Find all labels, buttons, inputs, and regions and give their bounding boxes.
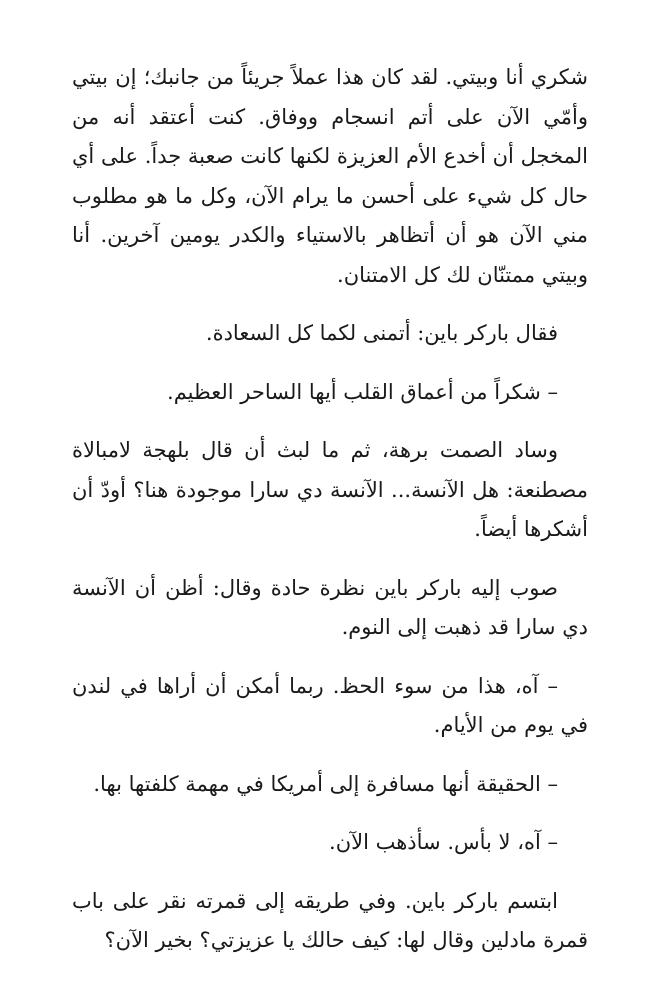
paragraph-gratitude: شكري أنا وبيتي. لقد كان هذا عملاً جريئاً من جانبك؛ إن بيتي وأمّي الآن على أتم انسجام ووفاق. كنت أعتقد أنه من المخجل أن أخدع الأم العزيزة لكنها كانت صعبة جداً. على أي حال كل شيء على أحسن ما يرام الآن، وكل ما هو مطلوب مني الآن هو أن أتظاهر بالاستياء والكدر يومين آخرين. أنا وبيتي ممتنّان لك كل الامتنان. [72, 65, 588, 287]
document-page [72, 58, 588, 980]
paragraph-silence-question: وساد الصمت برهة، ثم ما لبث أن قال بلهجة لامبالاة مصطنعة: هل الآنسة... الآنسة دي سارا موجودة هنا؟ أودّ أن أشكرها أيضاً. [72, 438, 588, 541]
paragraph-travel-america: – الحقيقة أنها مسافرة إلى أمريكا في مهمة كلفتها بها. [93, 771, 558, 796]
paragraph-sharp-look: صوب إليه باركر باين نظرة حادة وقال: أظن أن الآنسة دي سارا قد ذهبت إلى النوم. [72, 575, 588, 639]
paragraph-bad-luck: – آه، هذا من سوء الحظ. ربما أمكن أن أراها في لندن في يوم من الأيام. [72, 673, 588, 737]
paragraph-parker-wish: فقال باركر باين: أتمنى لكما كل السعادة. [205, 321, 558, 345]
paragraph-parker-smiled: ابتسم باركر باين. وفي طريقه إلى قمرته نقر على باب قمرة مادلين وقال لها: كيف حالك يا عزيزتي؟ بخير الآن؟ [72, 888, 588, 952]
paragraph-leave-now: – آه، لا بأس. سأذهب الآن. [329, 830, 558, 854]
paragraph-thanks-magician: – شكراً من أعماق القلب أيها الساحر العظيم. [167, 379, 558, 404]
